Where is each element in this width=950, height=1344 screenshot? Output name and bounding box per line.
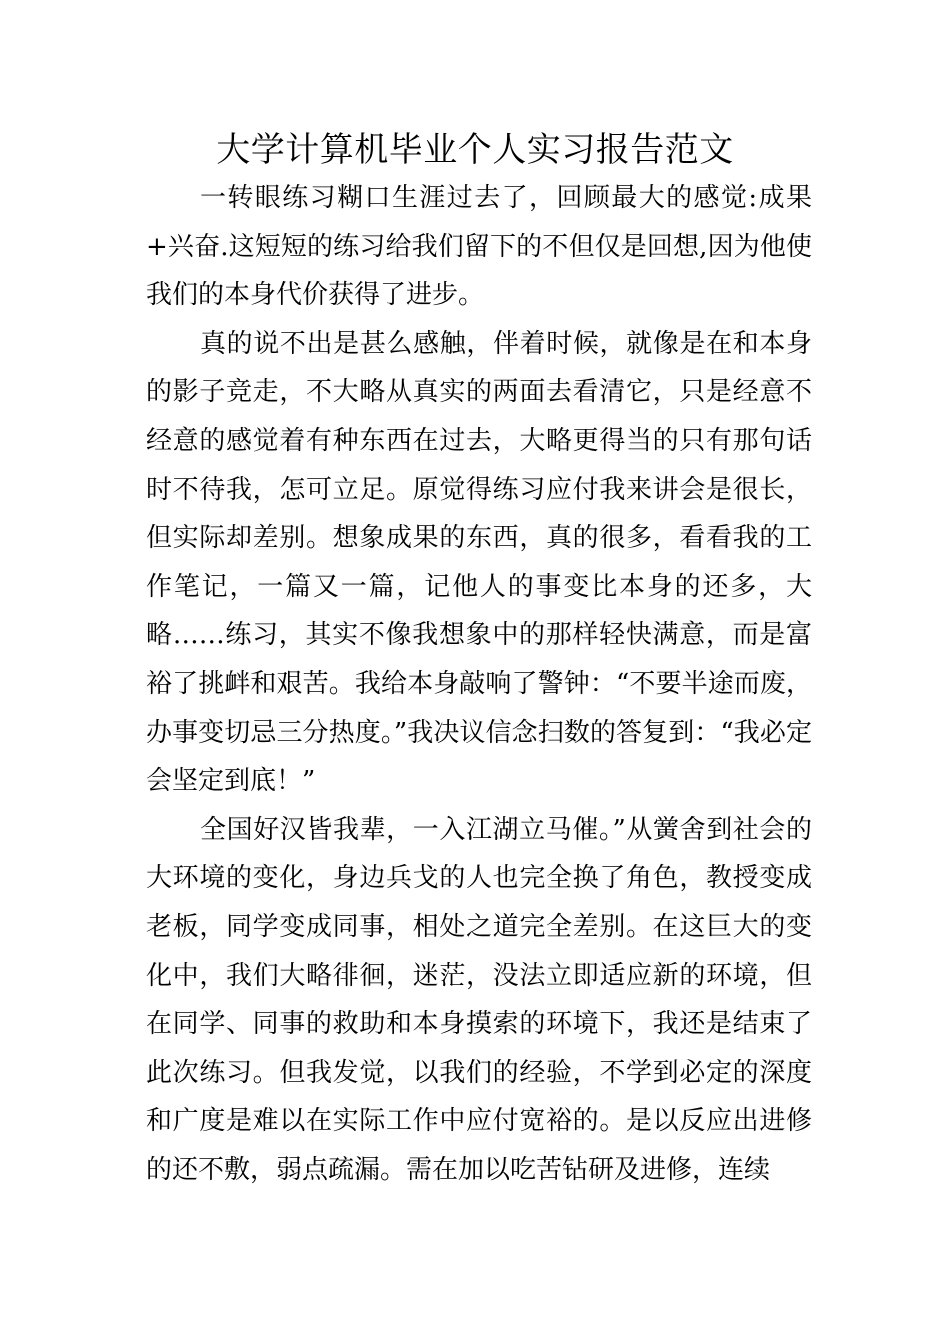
paragraph-3: 全国好汉皆我辈，一入江湖立马催。”从黉舍到社会的大环境的变化，身边兵戈的人也完全换了角色，教授变成老板，同学变成同事，相处之道完全差别。在这巨大的变化中，我们大略徘徊，迷茫，没法立即适应新的环境，但在同学、同事的救助和本身摸索的环境下，我还是结束了此次练习。但我发觉，以我们的经验，不学到必定的深度和广度是难以在实际工作中应付宽裕的。是以反应出进修的还不敷，弱点疏漏。需在加以吃苦钻研及进修，连续 xyxy=(146,814,812,1185)
document-body xyxy=(146,174,812,1194)
paragraph-2: 真的说不出是甚么感触，伴着时候，就像是在和本身的影子竞走，不大略从真实的两面去看清它，只是经意不经意的感觉着有种东西在过去，大略更得当的只有那句话时不待我，怎可立足。原觉得练习应付我来讲会是很长，但实际却差别。想象成果的东西，真的很多，看看我的工作笔记，一篇又一篇，记他人的事变比本身的还多，大略……练习，其实不像我想象中的那样轻快满意，而是富裕了挑衅和艰苦。我给本身敲响了警钟：“不要半途而废，办事变切忌三分热度。”我决议信念扫数的答复到：“我必定会坚定到底！” xyxy=(146,328,812,797)
document-title: 大学计算机毕业个人实习报告范文 xyxy=(216,130,734,170)
paragraph-1: 一转眼练习糊口生涯过去了，回顾最大的感觉:成果+兴奋.这短短的练习给我们留下的不但仅是回想,因为他使我们的本身代价获得了进步。 xyxy=(146,183,812,311)
